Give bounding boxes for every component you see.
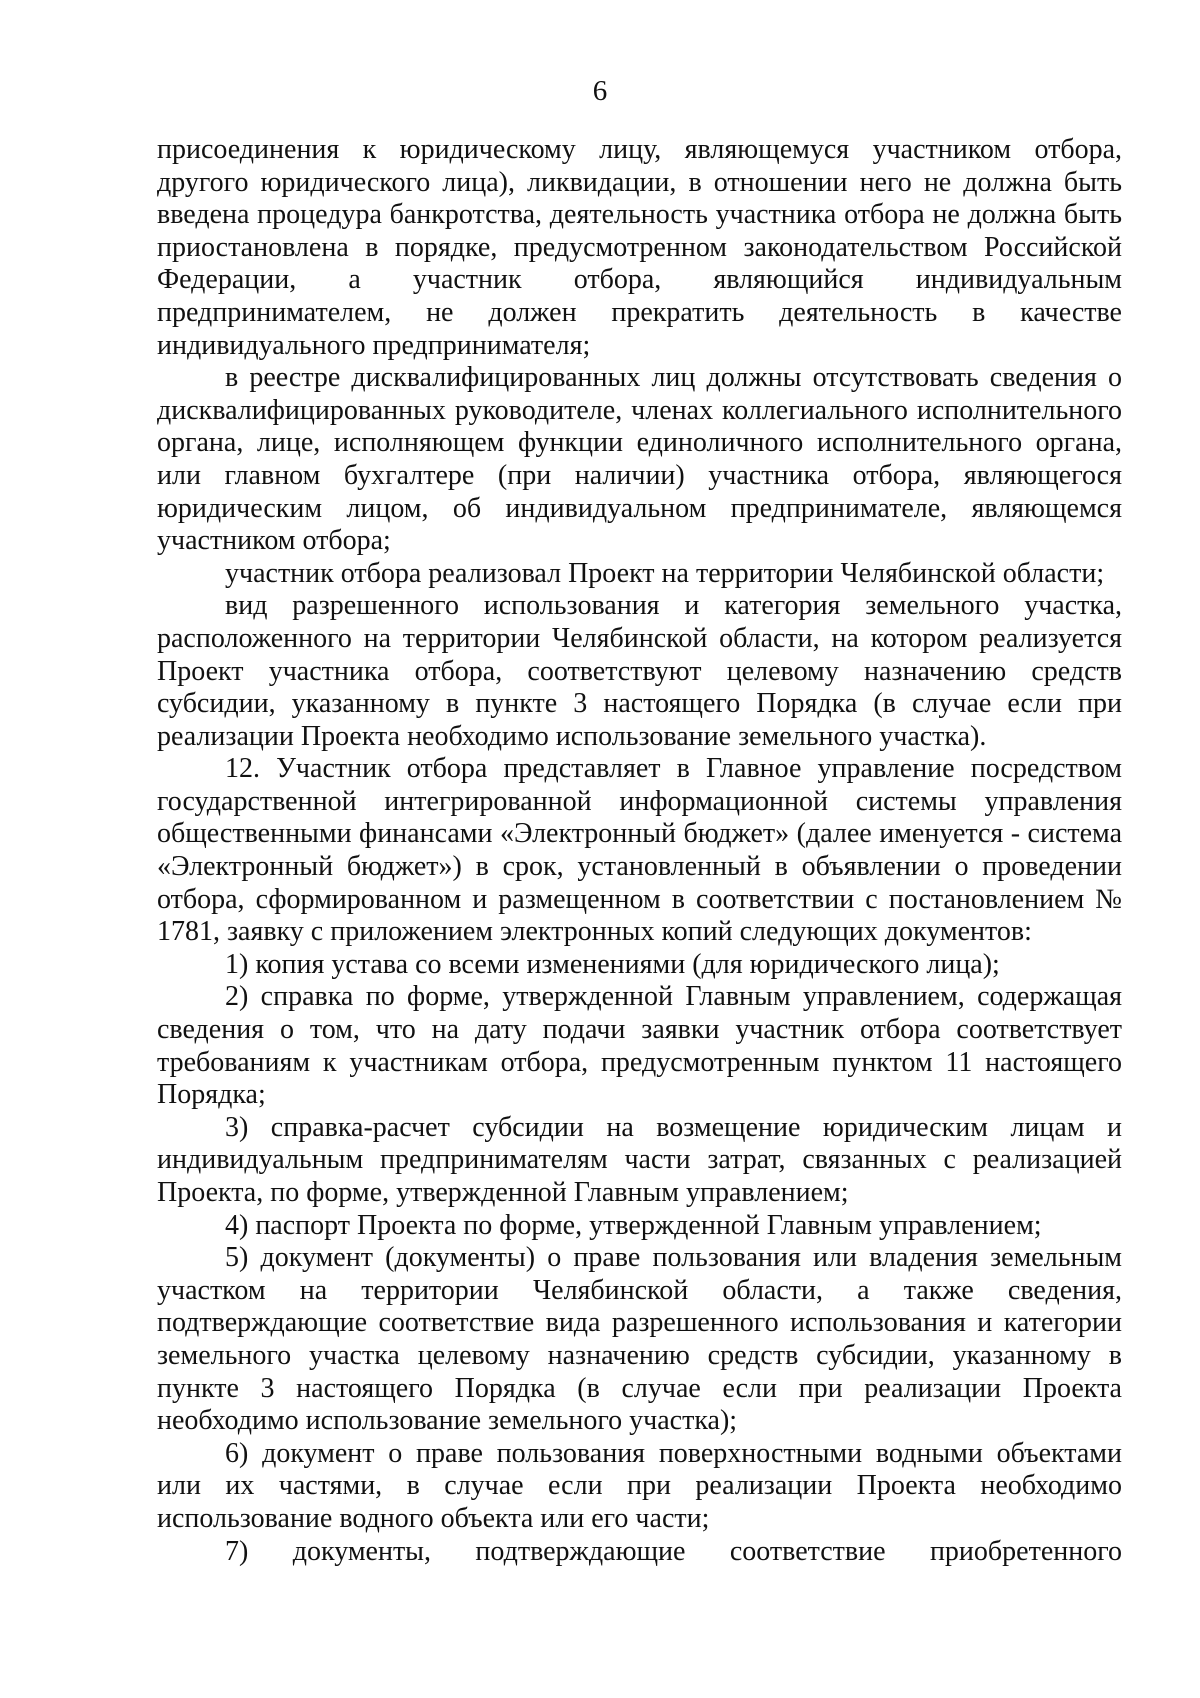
list-item-3: 3) справка-расчет субсидии на возмещение юридическим лицам и индивидуальным предпринимателям части затрат, связанных с реализацией Проекта, по форме, утвержденной Главным управлением; <box>157 1111 1122 1208</box>
paragraph-continuation: присоединения к юридическому лицу, являющемуся участником отбора, другого юридического лица), ликвидации, в отношении него не должна быть введена процедура банкротства, деятельность участника отбора не должна быть приостановлена в порядке, предусмотренном законодательством Российской Федерации, а участник отбора, являющийся индивидуальным предпринимателем, не должен прекратить деятельность в качестве индивидуального предпринимателя; <box>157 134 1122 361</box>
list-item-1: 1) копия устава со всеми изменениями (для юридического лица); <box>225 948 1000 980</box>
document-body <box>157 134 1122 1568</box>
list-item-5: 5) документ (документы) о праве пользования или владения земельным участком на территории Челябинской области, а также сведения, подтверждающие соответствие вида разрешенного использования и категории земельного участка целевому назначению средств субсидии, указанному в пункте 3 настоящего Порядка (в случае если при реализации Проекта необходимо использование земельного участка); <box>157 1242 1122 1437</box>
paragraph-land-use: вид разрешенного использования и категория земельного участка, расположенного на территории Челябинской области, на котором реализуется Проект участника отбора, соответствуют целевому назначению средств субсидии, указанному в пункте 3 настоящего Порядка (в случае если при реализации Проекта необходимо использование земельного участка). <box>157 590 1122 752</box>
paragraph-item-12: 12. Участник отбора представляет в Главное управление посредством государственной интегрированной информационной системы управления общественными финансами «Электронный бюджет» (далее именуется - система «Электронный бюджет») в срок, установленный в объявлении о проведении отбора, сформированном и размещенном в соответствии с постановлением № 1781, заявку с приложением электронных копий следующих документов: <box>157 753 1122 948</box>
paragraph-disqualified-registry: в реестре дисквалифицированных лиц должны отсутствовать сведения о дисквалифицированных руководителе, членах коллегиального исполнительного органа, лице, исполняющем функции единоличного исполнительного органа, или главном бухгалтере (при наличии) участника отбора, являющегося юридическим лицом, об индивидуальном предпринимателе, являющемся участником отбора; <box>157 362 1122 557</box>
paragraph-project-territory: участник отбора реализовал Проект на территории Челябинской области; <box>225 557 1105 589</box>
list-item-7: 7) документы, подтверждающие соответствие приобретенного <box>225 1535 1122 1567</box>
list-item-2: 2) справка по форме, утвержденной Главным управлением, содержащая сведения о том, что на дату подачи заявки участник отбора соответствует требованиям к участникам отбора, предусмотренным пунктом 11 настоящего Порядка; <box>157 981 1122 1111</box>
page-number: 6 <box>592 75 608 107</box>
list-item-4: 4) паспорт Проекта по форме, утвержденной Главным управлением; <box>225 1209 1042 1241</box>
list-item-6: 6) документ о праве пользования поверхностными водными объектами или их частями, в случае если при реализации Проекта необходимо использование водного объекта или его части; <box>157 1437 1122 1534</box>
